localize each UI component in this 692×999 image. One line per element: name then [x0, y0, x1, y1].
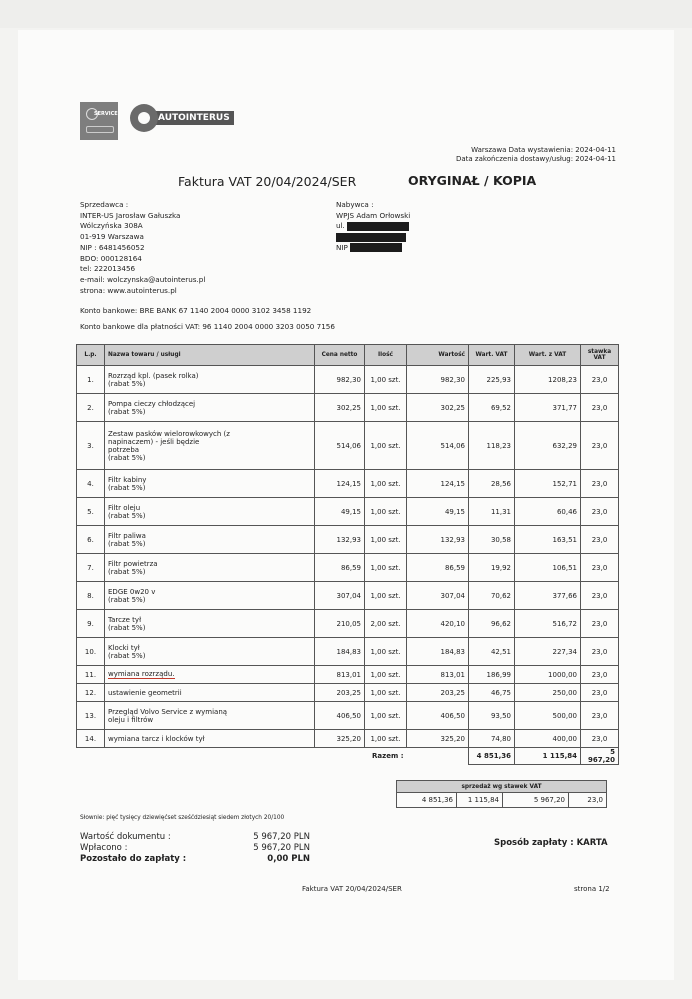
- razem-blank: [77, 748, 105, 765]
- item-lp-cell: 4.: [77, 470, 105, 498]
- item-name-line: Filtr kabiny: [108, 475, 147, 484]
- item-cena-cell: 210,05: [315, 610, 365, 638]
- item-brutto-cell: 500,00: [515, 702, 581, 730]
- col-header: Wartość: [407, 345, 469, 366]
- buyer-street-label: ul.: [336, 221, 345, 231]
- service-logo: [80, 102, 118, 140]
- buyer-city: [336, 232, 410, 243]
- col-header: L.p.: [77, 345, 105, 366]
- item-brutto-cell: 152,71: [515, 470, 581, 498]
- item-lp-cell: 8.: [77, 582, 105, 610]
- buyer-block: [336, 200, 410, 254]
- item-name-line: (rabat 5%): [108, 623, 146, 632]
- bank-account-line: Konto bankowe: BRE BANK 67 1140 2004 0000 3102 3458 1192: [80, 306, 312, 315]
- item-stawka-cell: 23,0: [581, 610, 619, 638]
- item-name-line: ustawienie geometrii: [108, 688, 182, 697]
- item-wartosc-cell: 49,15: [407, 498, 469, 526]
- item-cena-cell: 124,15: [315, 470, 365, 498]
- item-wartosc-cell: 302,25: [407, 394, 469, 422]
- item-stawka-cell: 23,0: [581, 422, 619, 470]
- table-row: [77, 638, 619, 666]
- amount-in-words: Słownie: pięć tysięcy dziewięćset sześćdziesiąt siedem złotych 20/100: [80, 815, 285, 821]
- item-stawka-cell: 23,0: [581, 638, 619, 666]
- razem-label: Razem :: [372, 752, 404, 761]
- item-brutto-cell: 227,34: [515, 638, 581, 666]
- item-lp-cell: 5.: [77, 498, 105, 526]
- service-logo-text: SERVICE: [94, 111, 118, 117]
- item-cena-cell: 982,30: [315, 366, 365, 394]
- item-vat-cell: 11,31: [469, 498, 515, 526]
- col-header: Wart. z VAT: [515, 345, 581, 366]
- item-wartosc-cell: 132,93: [407, 526, 469, 554]
- seller-line: e-mail: wolczynska@autointerus.pl: [80, 274, 206, 284]
- total-value: 5 967,20 PLN: [253, 843, 310, 853]
- vat-summary-row: [397, 793, 607, 808]
- item-ilosc-cell: 1,00 szt.: [365, 366, 407, 394]
- item-name-cell: [105, 470, 315, 498]
- item-vat-cell: 46,75: [469, 684, 515, 702]
- item-ilosc-cell: 1,00 szt.: [365, 554, 407, 582]
- item-brutto-cell: 516,72: [515, 610, 581, 638]
- item-name-line: wymiana tarcz i klocków tył: [108, 734, 205, 743]
- item-wartosc-cell: 203,25: [407, 684, 469, 702]
- table-row: [77, 422, 619, 470]
- item-lp-cell: 7.: [77, 554, 105, 582]
- total-row: [80, 854, 310, 865]
- table-row: [77, 394, 619, 422]
- item-vat-cell: 96,62: [469, 610, 515, 638]
- item-name-line: (rabat 5%): [108, 483, 146, 492]
- item-name-line: (rabat 5%): [108, 539, 146, 548]
- item-lp-cell: 12.: [77, 684, 105, 702]
- buyer-heading: Nabywca :: [336, 200, 374, 209]
- vat-summary-gross: 5 967,20: [503, 793, 569, 808]
- item-name-cell: [105, 554, 315, 582]
- item-lp-cell: 9.: [77, 610, 105, 638]
- item-ilosc-cell: 2,00 szt.: [365, 610, 407, 638]
- item-stawka-cell: 23,0: [581, 730, 619, 748]
- autointerus-logo: [130, 103, 234, 133]
- total-row: [80, 832, 310, 843]
- buyer-nip-label: NIP: [336, 242, 348, 252]
- seller-heading: Sprzedawca :: [80, 200, 129, 209]
- seller-line: NIP : 6481456052: [80, 242, 145, 252]
- item-wartosc-cell: 514,06: [407, 422, 469, 470]
- item-name-cell: [105, 526, 315, 554]
- item-name-cell: [105, 702, 315, 730]
- item-name-line: Filtr oleju: [108, 503, 141, 512]
- vat-summary-vat: 1 115,84: [457, 793, 503, 808]
- gear-icon: [130, 104, 158, 132]
- seller-line: tel: 222013456: [80, 264, 136, 274]
- item-vat-cell: 30,58: [469, 526, 515, 554]
- redaction-bar: [336, 233, 406, 242]
- footer-document: Faktura VAT 20/04/2024/SER: [302, 885, 402, 893]
- item-name-line: (rabat 5%): [108, 379, 146, 388]
- redaction-bar: [347, 222, 409, 231]
- item-ilosc-cell: 1,00 szt.: [365, 702, 407, 730]
- item-ilosc-cell: 1,00 szt.: [365, 730, 407, 748]
- item-name-line: (rabat 5%): [108, 651, 146, 660]
- item-name-line: Przegląd Volvo Service z wymianą: [108, 707, 228, 716]
- buyer-street: [336, 221, 410, 232]
- item-cena-cell: 514,06: [315, 422, 365, 470]
- item-cena-cell: 49,15: [315, 498, 365, 526]
- item-name-cell: [105, 666, 315, 684]
- item-cena-cell: 86,59: [315, 554, 365, 582]
- razem-net: 4 851,36: [469, 748, 515, 765]
- item-lp-cell: 14.: [77, 730, 105, 748]
- item-name-cell: [105, 394, 315, 422]
- item-cena-cell: 184,83: [315, 638, 365, 666]
- item-ilosc-cell: 1,00 szt.: [365, 526, 407, 554]
- item-lp-cell: 6.: [77, 526, 105, 554]
- item-name-line: Filtr paliwa: [108, 531, 146, 540]
- vat-summary-rate: 23,0: [569, 793, 607, 808]
- item-name-line: (rabat 5%): [108, 407, 146, 416]
- vat-summary-heading: sprzedaż wg stawek VAT: [397, 781, 607, 793]
- vat-summary-net: 4 851,36: [397, 793, 457, 808]
- table-row: [77, 730, 619, 748]
- item-lp-cell: 11.: [77, 666, 105, 684]
- item-ilosc-cell: 1,00 szt.: [365, 470, 407, 498]
- item-ilosc-cell: 1,00 szt.: [365, 638, 407, 666]
- item-wartosc-cell: 124,15: [407, 470, 469, 498]
- col-header: Ilość: [365, 345, 407, 366]
- item-name-line: Klocki tył: [108, 643, 140, 652]
- total-value: 5 967,20 PLN: [253, 832, 310, 842]
- item-ilosc-cell: 1,00 szt.: [365, 394, 407, 422]
- item-lp-cell: 10.: [77, 638, 105, 666]
- totals-block: [80, 832, 310, 865]
- item-lp-cell: 13.: [77, 702, 105, 730]
- table-row: [77, 498, 619, 526]
- table-row: [77, 684, 619, 702]
- item-brutto-cell: 60,46: [515, 498, 581, 526]
- invoice-title: Faktura VAT 20/04/2024/SER: [178, 174, 357, 189]
- item-name-line: (rabat 5%): [108, 453, 146, 462]
- item-name-line: (rabat 5%): [108, 567, 146, 576]
- item-wartosc-cell: 406,50: [407, 702, 469, 730]
- table-header-row: [77, 345, 619, 366]
- payment-method: Sposób zapłaty : KARTA: [494, 838, 608, 848]
- item-name-line: Zestaw pasków wielorowkowych (z: [108, 429, 230, 438]
- table-row: [77, 470, 619, 498]
- item-vat-cell: 93,50: [469, 702, 515, 730]
- total-label: Wpłacono :: [80, 843, 128, 853]
- item-stawka-cell: 23,0: [581, 582, 619, 610]
- table-row: [77, 526, 619, 554]
- item-name-cell: [105, 498, 315, 526]
- buyer-nip: [336, 243, 410, 254]
- item-stawka-cell: 23,0: [581, 702, 619, 730]
- item-wartosc-cell: 184,83: [407, 638, 469, 666]
- vat-summary-table: [396, 780, 607, 808]
- item-ilosc-cell: 1,00 szt.: [365, 666, 407, 684]
- col-header: Wart. VAT: [469, 345, 515, 366]
- item-name-cell: [105, 422, 315, 470]
- item-name-line: (rabat 5%): [108, 511, 146, 520]
- autointerus-logo-text: AUTOINTERUS: [154, 111, 234, 125]
- table-row: [77, 582, 619, 610]
- seller-line: Wólczyńska 308A: [80, 221, 143, 231]
- item-wartosc-cell: 813,01: [407, 666, 469, 684]
- item-name-line: Tarcze tył: [108, 615, 142, 624]
- item-brutto-cell: 371,77: [515, 394, 581, 422]
- item-brutto-cell: 163,51: [515, 526, 581, 554]
- seller-line: 01-919 Warszawa: [80, 232, 144, 242]
- item-lp-cell: 3.: [77, 422, 105, 470]
- total-label: Pozostało do zapłaty :: [80, 854, 187, 864]
- item-stawka-cell: 23,0: [581, 394, 619, 422]
- item-vat-cell: 186,99: [469, 666, 515, 684]
- item-wartosc-cell: 307,04: [407, 582, 469, 610]
- item-lp-cell: 1.: [77, 366, 105, 394]
- item-stawka-cell: 23,0: [581, 554, 619, 582]
- copy-label: ORYGINAŁ / KOPIA: [408, 173, 537, 188]
- table-row: [77, 610, 619, 638]
- item-cena-cell: 302,25: [315, 394, 365, 422]
- seller-line: strona: www.autointerus.pl: [80, 285, 177, 295]
- item-stawka-cell: 23,0: [581, 470, 619, 498]
- item-name-line: wymiana rozrządu.: [108, 670, 175, 678]
- razem-spacer: [407, 748, 469, 765]
- item-name-cell: [105, 730, 315, 748]
- item-brutto-cell: 1000,00: [515, 666, 581, 684]
- table-row: [77, 554, 619, 582]
- item-name-line: Rozrząd kpl. (pasek rolka): [108, 371, 199, 380]
- issue-dates: [456, 146, 616, 164]
- item-name-cell: [105, 684, 315, 702]
- items-table: [76, 344, 619, 765]
- item-name-line: potrzeba: [108, 445, 140, 454]
- delivery-date-line: Data zakończenia dostawy/usług: 2024-04-11: [455, 155, 616, 163]
- item-name-line: Filtr powietrza: [108, 559, 158, 568]
- item-wartosc-cell: 982,30: [407, 366, 469, 394]
- item-name-cell: [105, 366, 315, 394]
- item-stawka-cell: 23,0: [581, 498, 619, 526]
- item-brutto-cell: 1208,23: [515, 366, 581, 394]
- item-brutto-cell: 400,00: [515, 730, 581, 748]
- page-edge-shadow: [0, 0, 692, 28]
- item-vat-cell: 28,56: [469, 470, 515, 498]
- seller-block: [80, 200, 205, 296]
- total-row: [80, 843, 310, 854]
- seller-line: INTER-US Jarosław Gałuszka: [80, 210, 181, 220]
- item-stawka-cell: 23,0: [581, 684, 619, 702]
- item-name-line: (rabat 5%): [108, 595, 146, 604]
- item-brutto-cell: 250,00: [515, 684, 581, 702]
- table-row: [77, 702, 619, 730]
- col-header: Nazwa towaru / usługi: [105, 345, 315, 366]
- razem-row: [77, 748, 619, 765]
- razem-vat: 1 115,84: [515, 748, 581, 765]
- item-vat-cell: 118,23: [469, 422, 515, 470]
- item-stawka-cell: 23,0: [581, 666, 619, 684]
- item-wartosc-cell: 325,20: [407, 730, 469, 748]
- item-vat-cell: 69,52: [469, 394, 515, 422]
- item-ilosc-cell: 1,00 szt.: [365, 498, 407, 526]
- seller-line: BDO: 000128164: [80, 253, 142, 263]
- item-vat-cell: 74,80: [469, 730, 515, 748]
- razem-gross: 5 967,20: [581, 748, 619, 765]
- total-value: 0,00 PLN: [267, 854, 310, 864]
- service-plate-icon: [86, 126, 114, 133]
- item-cena-cell: 406,50: [315, 702, 365, 730]
- item-name-line: napinaczem) - jeśli będzie: [108, 437, 200, 446]
- table-row: [77, 366, 619, 394]
- item-brutto-cell: 632,29: [515, 422, 581, 470]
- item-ilosc-cell: 1,00 szt.: [365, 422, 407, 470]
- item-name-cell: [105, 610, 315, 638]
- col-header: Cena netto: [315, 345, 365, 366]
- item-wartosc-cell: 420,10: [407, 610, 469, 638]
- table-row: [77, 666, 619, 684]
- redaction-bar: [350, 243, 402, 252]
- total-label: Wartość dokumentu :: [80, 832, 171, 842]
- item-brutto-cell: 106,51: [515, 554, 581, 582]
- col-header: stawka VAT: [581, 345, 619, 366]
- item-cena-cell: 813,01: [315, 666, 365, 684]
- item-name-line: EDGE 0w20 v: [108, 587, 156, 596]
- item-brutto-cell: 377,66: [515, 582, 581, 610]
- item-name-cell: [105, 582, 315, 610]
- footer-page-number: strona 1/2: [574, 885, 610, 893]
- item-name-line: oleju i filtrów: [108, 715, 154, 724]
- item-stawka-cell: 23,0: [581, 366, 619, 394]
- item-cena-cell: 325,20: [315, 730, 365, 748]
- item-cena-cell: 132,93: [315, 526, 365, 554]
- item-vat-cell: 70,62: [469, 582, 515, 610]
- item-vat-cell: 225,93: [469, 366, 515, 394]
- item-stawka-cell: 23,0: [581, 526, 619, 554]
- item-ilosc-cell: 1,00 szt.: [365, 582, 407, 610]
- item-name-cell: [105, 638, 315, 666]
- item-vat-cell: 19,92: [469, 554, 515, 582]
- item-vat-cell: 42,51: [469, 638, 515, 666]
- item-cena-cell: 203,25: [315, 684, 365, 702]
- item-ilosc-cell: 1,00 szt.: [365, 684, 407, 702]
- item-cena-cell: 307,04: [315, 582, 365, 610]
- item-name-line: Pompa cieczy chłodzącej: [108, 399, 196, 408]
- item-lp-cell: 2.: [77, 394, 105, 422]
- vat-bank-account-line: Konto bankowe dla płatności VAT: 96 1140 2004 0000 3203 0050 7156: [80, 322, 335, 331]
- buyer-name: WPJS Adam Orłowski: [336, 210, 411, 220]
- item-wartosc-cell: 86,59: [407, 554, 469, 582]
- issue-date-line: Warszawa Data wystawienia: 2024-04-11: [471, 146, 616, 154]
